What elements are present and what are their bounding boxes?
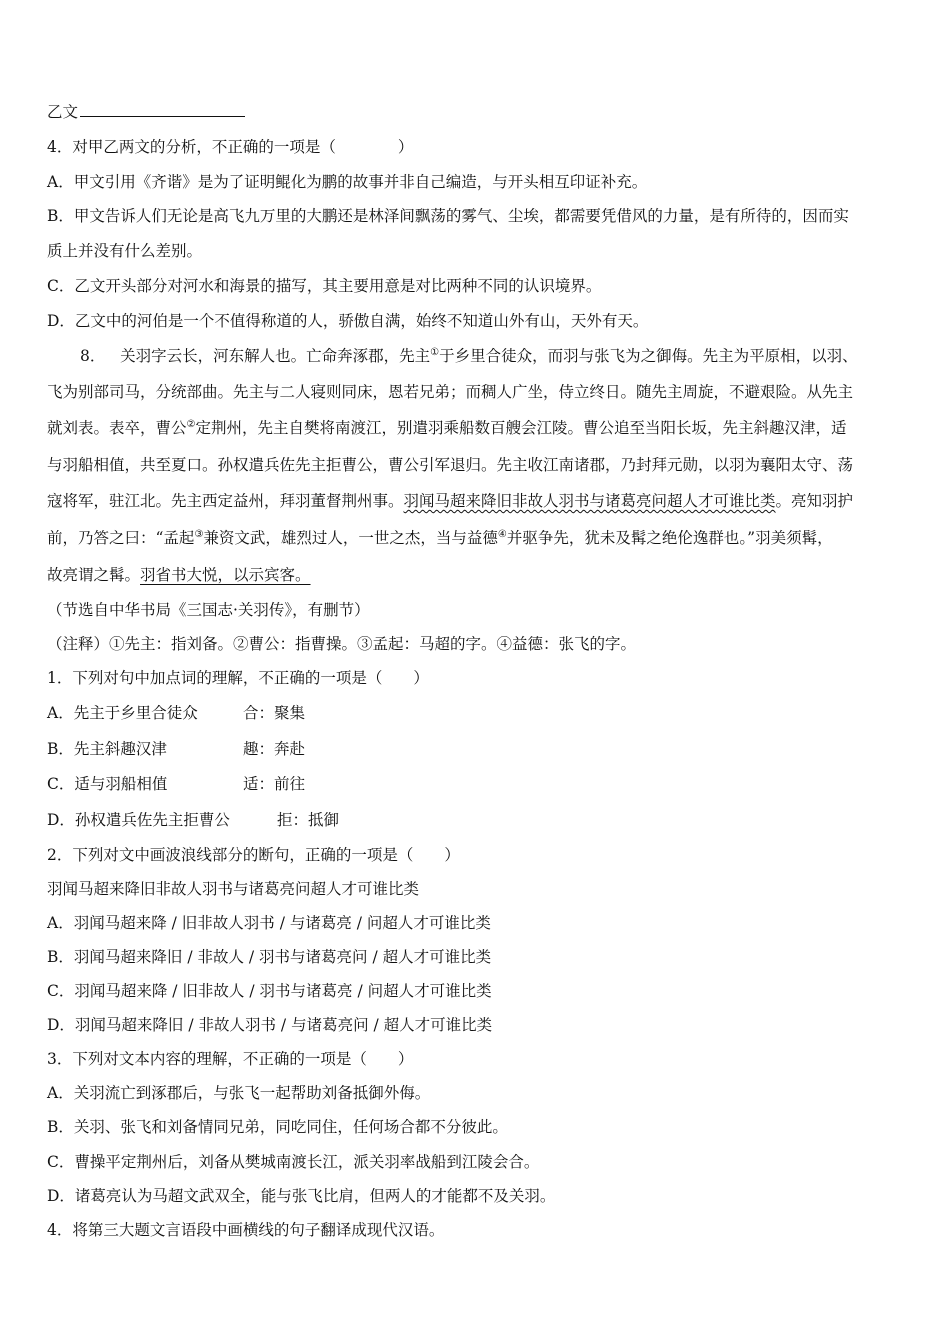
q2-option-b: B．羽闻马超来降旧 / 非故人 / 羽书与诸葛亮问 / 超人才可谁比类 xyxy=(47,948,492,966)
passage-number: 8． xyxy=(80,347,106,365)
passage-line-1: 8． 关羽字云长，河东解人也。亡命奔涿郡，先主①于乡里合徒众，而羽与张飞为之御侮。先主为平原相，以羽、 xyxy=(80,346,858,365)
q1-option-c: C．适与羽船相值 适：前往 xyxy=(47,775,306,793)
wavy-underlined-sentence: 羽闻马超来降旧非故人羽书与诸葛亮问超人才可谁比类 xyxy=(403,492,776,510)
q3-stem: 3．下列对文本内容的理解，不正确的一项是（ ） xyxy=(47,1050,414,1068)
yiwen-answer-line xyxy=(47,102,245,122)
q3-option-d: D．诸葛亮认为马超文武双全，能与张飞比肩，但两人的才能都不及关羽。 xyxy=(47,1187,556,1205)
q3-option-c: C．曹操平定荆州后，刘备从樊城南渡长江，派关羽率战船到江陵会合。 xyxy=(47,1153,540,1171)
passage-line-6: 前，乃答之曰：“孟起③兼资文武，雄烈过人，一世之杰，当与益德④并驱争先，犹未及髯之绝伦逸群也。”羽美须髯， xyxy=(47,528,833,547)
q4b-stem: 4．将第三大题文言语段中画横线的句子翻译成现代汉语。 xyxy=(47,1221,445,1239)
q2-option-d: D．羽闻马超来降旧 / 非故人羽书 / 与诸葛亮问 / 超人才可谁比类 xyxy=(47,1016,493,1034)
q1-option-d: D．孙权遣兵佐先主拒曹公 拒：抵御 xyxy=(47,811,340,829)
passage-line-2: 飞为别部司马，分统部曲。先主与二人寝则同床，恩若兄弟；而稠人广坐，侍立终日。随先主周旋，不避艰险。从先主 xyxy=(47,383,854,401)
underlined-sentence: 羽省书大悦，以示宾客。 xyxy=(140,566,311,584)
q1-option-a: A．先主于乡里合徒众 合：聚集 xyxy=(47,704,306,722)
q1-stem: 1．下列对句中加点词的理解，不正确的一项是（ ） xyxy=(47,669,429,687)
q3-option-a: A．关羽流亡到涿郡后，与张飞一起帮助刘备抵御外侮。 xyxy=(47,1084,431,1102)
q2-sentence: 羽闻马超来降旧非故人羽书与诸葛亮问超人才可谁比类 xyxy=(47,880,420,898)
note-marker-2: ② xyxy=(186,418,196,430)
q2-option-a: A．羽闻马超来降 / 旧非故人羽书 / 与诸葛亮 / 问超人才可谁比类 xyxy=(47,914,491,932)
note-marker-3: ③ xyxy=(194,528,204,540)
passage-source: （节选自中华书局《三国志·关羽传》，有删节） xyxy=(47,601,370,619)
q2-stem: 2．下列对文中画波浪线部分的断句，正确的一项是（ ） xyxy=(47,846,460,864)
q1-option-b: B．先主斜趣汉津 趣：奔赴 xyxy=(47,740,306,758)
q3-option-b: B．关羽、张飞和刘备情同兄弟，同吃同住，任何场合都不分彼此。 xyxy=(47,1118,508,1136)
passage-line-5: 寇将军，驻江北。先主西定益州，拜羽董督荆州事。羽闻马超来降旧非故人羽书与诸葛亮问超人才可谁比类。亮知羽护 xyxy=(47,492,854,510)
q4a-option-a: A．甲文引用《齐谐》是为了证明鲲化为鹏的故事并非自己编造，与开头相互印证补充。 xyxy=(47,173,648,191)
passage-line-4: 与羽船相值，共至夏口。孙权遣兵佐先主拒曹公，曹公引军退归。先主收江南诸郡，乃封拜元勋，以羽为襄阳太守、荡 xyxy=(47,456,854,474)
q4a-option-c: C．乙文开头部分对河水和海景的描写，其主要用意是对比两种不同的认识境界。 xyxy=(47,277,602,295)
yiwen-label: 乙文 xyxy=(47,103,79,121)
passage-line-7: 故亮谓之髯。羽省书大悦，以示宾客。 xyxy=(47,566,311,584)
passage-notes: （注释）①先主：指刘备。②曹公：指曹操。③孟起：马超的字。④益德：张飞的字。 xyxy=(47,635,637,653)
answer-blank[interactable] xyxy=(80,102,245,117)
q4a-stem: 4．对甲乙两文的分析，不正确的一项是（ ） xyxy=(47,138,414,156)
q2-option-c: C．羽闻马超来降 / 旧非故人 / 羽书与诸葛亮 / 问超人才可谁比类 xyxy=(47,982,492,1000)
note-marker-4: ④ xyxy=(497,528,507,540)
note-marker-1: ① xyxy=(430,346,440,358)
passage-line-3: 就刘表。表卒，曹公②定荆州，先主自樊将南渡江，别遣羽乘船数百艘会江陵。曹公追至当阳长坂，先主斜趣汉津，适 xyxy=(47,418,847,437)
q4a-option-b-line1: B．甲文告诉人们无论是高飞九万里的大鹏还是林泽间飘荡的雾气、尘埃，都需要凭借风的力量，是有所待的，因而实 xyxy=(47,207,849,225)
q4a-option-d: D．乙文中的河伯是一个不值得称道的人，骄傲自满，始终不知道山外有山，天外有天。 xyxy=(47,312,649,330)
q4a-option-b-line2: 质上并没有什么差别。 xyxy=(47,242,203,260)
